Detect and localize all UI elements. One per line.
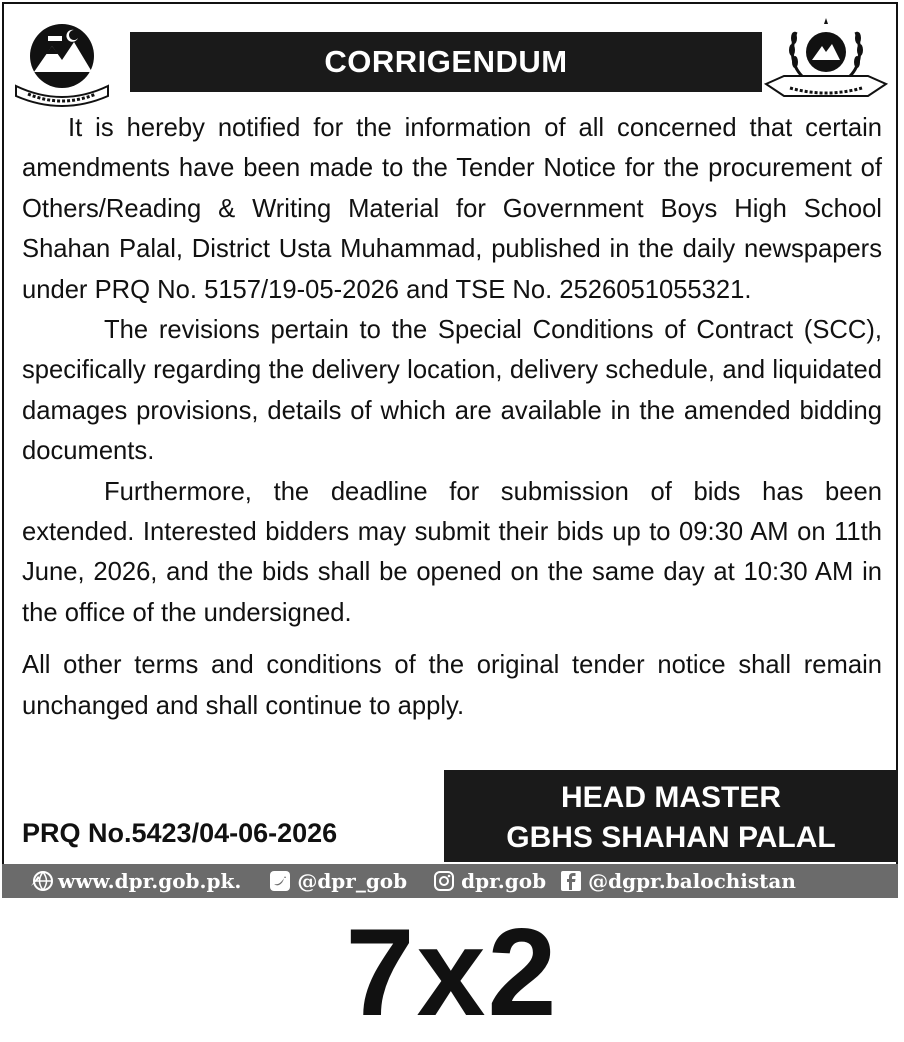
notice-title: CORRIGENDUM <box>324 44 568 79</box>
instagram-handle: dpr.gob <box>461 869 547 893</box>
title-banner <box>130 32 762 92</box>
footer-website[interactable] <box>30 869 241 893</box>
footer-facebook[interactable] <box>560 869 796 893</box>
balochistan-emblem-icon <box>12 16 112 108</box>
prq-number: PRQ No.5423/04-06-2026 <box>22 818 338 848</box>
paragraph-deadline: Furthermore, the deadline for submission of bids has been extended. Interested bidders may submit their bids up to 09:30 AM on 11th June, 2026, and the bids shall be opened on the same day at 10:30 AM in the office of the undersigned. <box>22 477 882 627</box>
instagram-icon <box>433 870 455 892</box>
footer-twitter[interactable] <box>269 869 407 893</box>
paragraph-revisions: The revisions pertain to the Special Conditions of Contract (SCC), specifically regarding the delivery location, delivery schedule, and liquidated damages provisions, details of which are available in the amended bidding documents. <box>22 316 882 466</box>
twitter-handle: @dpr_gob <box>297 869 408 893</box>
paragraph-intro: It is hereby notified for the information of all concerned that certain amendments have been made to the Tender Notice for the procurement of Others/Reading & Writing Material for Government Boys High School Shahan Palal, District Usta Muhammad, published in the daily newspapers under PRQ No. 5157/19-05-2026 and TSE No. 2526051055321. <box>22 114 882 304</box>
facebook-icon <box>560 870 582 892</box>
notice-body <box>22 108 882 726</box>
ad-size-code: 7x2 <box>345 904 559 1042</box>
globe-icon <box>30 870 52 892</box>
website-text: www.dpr.gob.pk. <box>58 869 242 893</box>
signatory-designation: HEAD MASTER <box>560 781 781 814</box>
footer-instagram[interactable] <box>433 869 546 893</box>
dgpr-emblem-icon <box>764 18 888 106</box>
facebook-handle: @dgpr.balochistan <box>588 869 796 893</box>
signatory-office: GBHS SHAHAN PALAL <box>506 821 836 854</box>
twitter-icon <box>269 870 291 892</box>
footer-bar <box>2 864 898 898</box>
signatory-block <box>444 770 898 862</box>
paragraph-other-terms: All other terms and conditions of the original tender notice shall remain unchanged and shall continue to apply. <box>22 651 882 720</box>
